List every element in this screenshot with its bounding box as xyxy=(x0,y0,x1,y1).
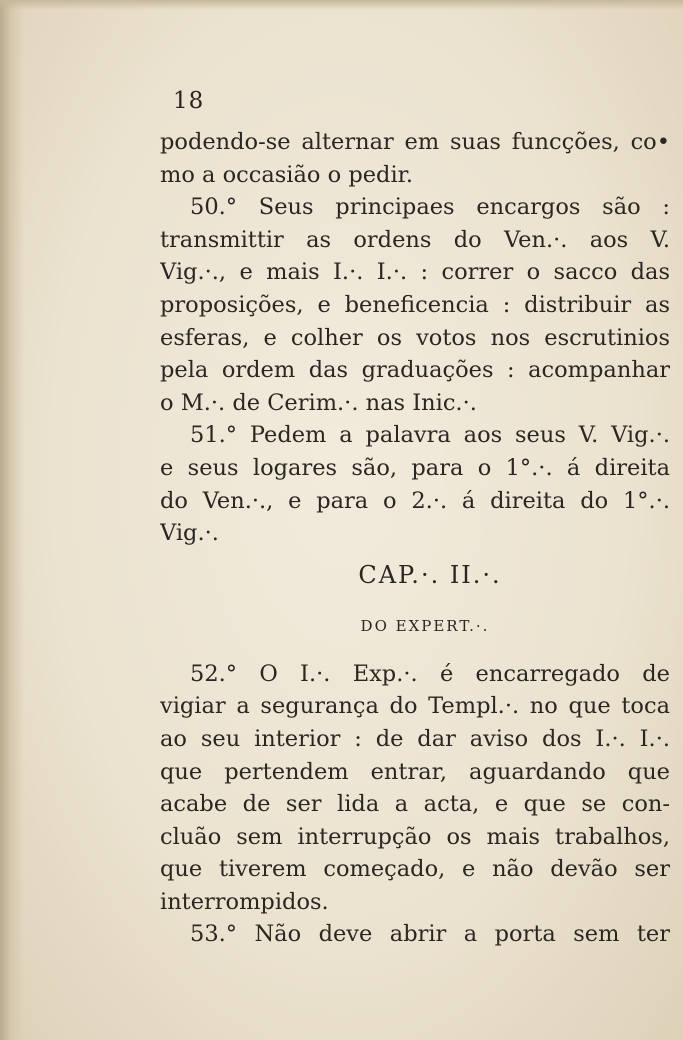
text-line: ao seu interior : de dar aviso dos I.·. I.·. xyxy=(160,725,670,752)
text-line: que pertendem entrar, aguardando que xyxy=(160,758,670,785)
section-gap xyxy=(160,644,670,658)
text-line: vigiar a segurança do Templ.·. no que toca xyxy=(160,693,670,720)
page-top-edge xyxy=(0,0,683,10)
text-line: Vig.·., e mais I.·. I.·. : correr o sacco das xyxy=(160,259,670,286)
text-line: interrompidos. xyxy=(160,888,329,915)
text-line: acabe de ser lida a acta, e que se con- xyxy=(160,791,670,818)
article-52-start: 52.° O I.·. Exp.·. é encarregado de xyxy=(190,660,670,687)
text-line: esferas, e colher os votos nos escrutinios xyxy=(160,324,670,351)
article-50-start: 50.° Seus principaes encargos são : xyxy=(190,194,670,221)
article-53-start: 53.° Não deve abrir a porta sem ter xyxy=(190,921,670,948)
article-51-start: 51.° Pedem a palavra aos seus V. Vig.·. xyxy=(190,422,670,449)
chapter-title: CAP.·. II.·. xyxy=(358,560,502,589)
text-line: que tiverem começado, e não devão ser xyxy=(160,856,670,883)
text-line: Vig.·. xyxy=(160,520,219,547)
page-text-block xyxy=(160,126,670,951)
text-line: pela ordem das graduações : acompanhar xyxy=(160,357,670,384)
text-line: mo a occasião o pedir. xyxy=(160,161,414,188)
text-line: cluão sem interrupção os mais trabalhos, xyxy=(160,823,670,850)
page-binding-edge xyxy=(0,0,24,1040)
text-line: o M.·. de Cerim.·. nas Inic.·. xyxy=(160,389,477,416)
section-title: DO EXPERT.·. xyxy=(360,616,490,635)
text-line: proposições, e beneficencia : distribuir as xyxy=(160,291,670,318)
text-line: podendo-se alternar em suas funcções, co• xyxy=(160,129,670,155)
text-line: transmittir as ordens do Ven.·. aos V. xyxy=(160,226,670,253)
text-line: do Ven.·., e para o 2.·. á direita do 1°.·. xyxy=(160,487,670,514)
text-line: e seus logares são, para o 1°.·. á direita xyxy=(160,454,670,481)
page-number: 18 xyxy=(173,88,205,114)
